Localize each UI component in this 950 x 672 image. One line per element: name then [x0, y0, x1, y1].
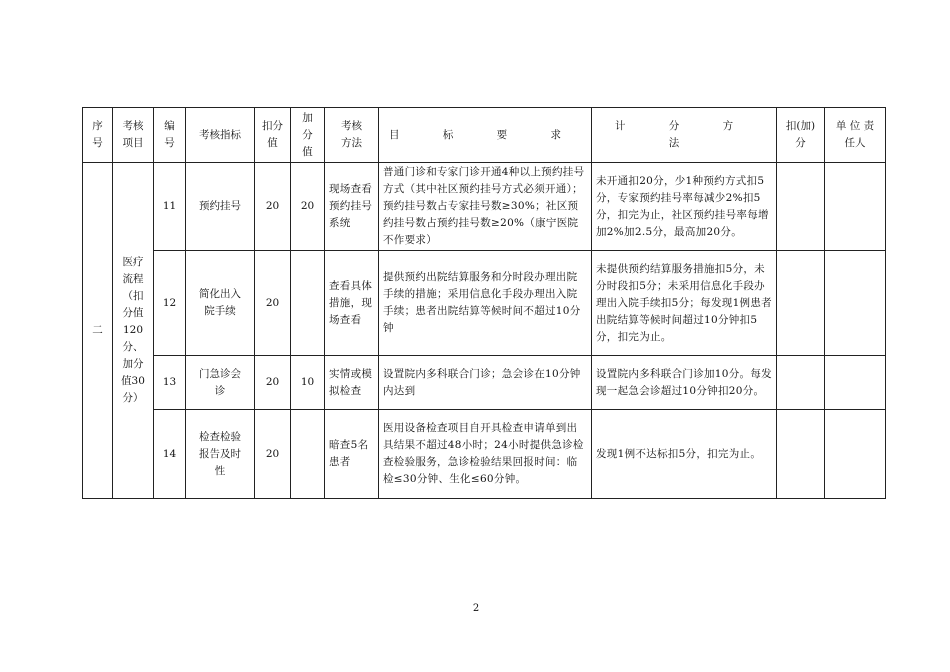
cell-add	[291, 251, 325, 356]
cell-code: 12	[154, 251, 186, 356]
cell-deduct: 20	[255, 356, 291, 410]
header-scoring: 计 分 方 法	[592, 108, 777, 163]
cell-add	[291, 410, 325, 499]
table-row	[83, 356, 886, 410]
cell-scoring: 设置院内多科联合门诊加10分。每发现一起急会诊超过10分钟扣20分。	[592, 356, 777, 410]
header-row	[83, 108, 886, 163]
cell-method: 实情或模拟检查	[325, 356, 379, 410]
table-row	[83, 251, 886, 356]
cell-scoring: 发现1例不达标扣5分，扣完为止。	[592, 410, 777, 499]
cell-goal: 普通门诊和专家门诊开通4种以上预约挂号方式（其中社区预约挂号方式必须开通）；预约挂号数占专家挂号数≥30%；社区预约挂号数占预约挂号数≥20%（康宁医院不作要求）	[379, 163, 592, 251]
assessment-table	[82, 107, 886, 499]
cell-unit	[825, 410, 886, 499]
header-unit: 单 位 责任人	[825, 108, 886, 163]
header-method: 考核方法	[325, 108, 379, 163]
cell-penalty	[777, 410, 825, 499]
cell-indicator: 门急诊会诊	[186, 356, 255, 410]
cell-add: 20	[291, 163, 325, 251]
cell-deduct: 20	[255, 163, 291, 251]
cell-penalty	[777, 163, 825, 251]
cell-scoring: 未提供预约结算服务措施扣5分，未分时段扣5分；未采用信息化手段办理出入院手续扣5分；每发现1例患者出院结算等候时间超过10分钟扣5分，扣完为止。	[592, 251, 777, 356]
cell-method: 现场查看预约挂号系统	[325, 163, 379, 251]
cell-penalty	[777, 251, 825, 356]
cell-unit	[825, 163, 886, 251]
cell-goal: 设置院内多科联合门诊；急会诊在10分钟内达到	[379, 356, 592, 410]
cell-unit	[825, 251, 886, 356]
table-row	[83, 163, 886, 251]
page-number: 2	[472, 603, 480, 614]
cell-goal: 提供预约出院结算服务和分时段办理出院手续的措施；采用信息化手段办理出入院手续；患者出院结算等候时间不超过10分钟	[379, 251, 592, 356]
cell-unit	[825, 356, 886, 410]
cell-deduct: 20	[255, 410, 291, 499]
cell-goal: 医用设备检查项目自开具检查申请单到出具结果不超过48小时；24小时提供急诊检查检验服务，急诊检验结果回报时间：临检≤30分钟、生化≤60分钟。	[379, 410, 592, 499]
cell-code: 11	[154, 163, 186, 251]
header-goal: 目 标 要 求	[379, 108, 592, 163]
cell-deduct: 20	[255, 251, 291, 356]
cell-scoring: 未开通扣20分，少1种预约方式扣5分，专家预约挂号率每减少2%扣5分，扣完为止，社区预约挂号率每增加2%加2.5分，最高加20分。	[592, 163, 777, 251]
cell-method: 暗查5名患者	[325, 410, 379, 499]
header-indicator: 考核指标	[186, 108, 255, 163]
group-item: 医疗流程（扣分值120分、加分值30分）	[113, 163, 154, 499]
header-penalty: 扣(加)分	[777, 108, 825, 163]
header-add: 加分值	[291, 108, 325, 163]
cell-indicator: 检查检验报告及时性	[186, 410, 255, 499]
cell-indicator: 预约挂号	[186, 163, 255, 251]
header-item: 考核项目	[113, 108, 154, 163]
cell-penalty	[777, 356, 825, 410]
cell-indicator: 简化出入院手续	[186, 251, 255, 356]
cell-add: 10	[291, 356, 325, 410]
header-deduct: 扣分值	[255, 108, 291, 163]
header-code: 编号	[154, 108, 186, 163]
cell-code: 14	[154, 410, 186, 499]
header-seq: 序号	[83, 108, 113, 163]
group-seq: 二	[83, 163, 113, 499]
table-row	[83, 410, 886, 499]
cell-code: 13	[154, 356, 186, 410]
cell-method: 查看具体措施，现场查看	[325, 251, 379, 356]
